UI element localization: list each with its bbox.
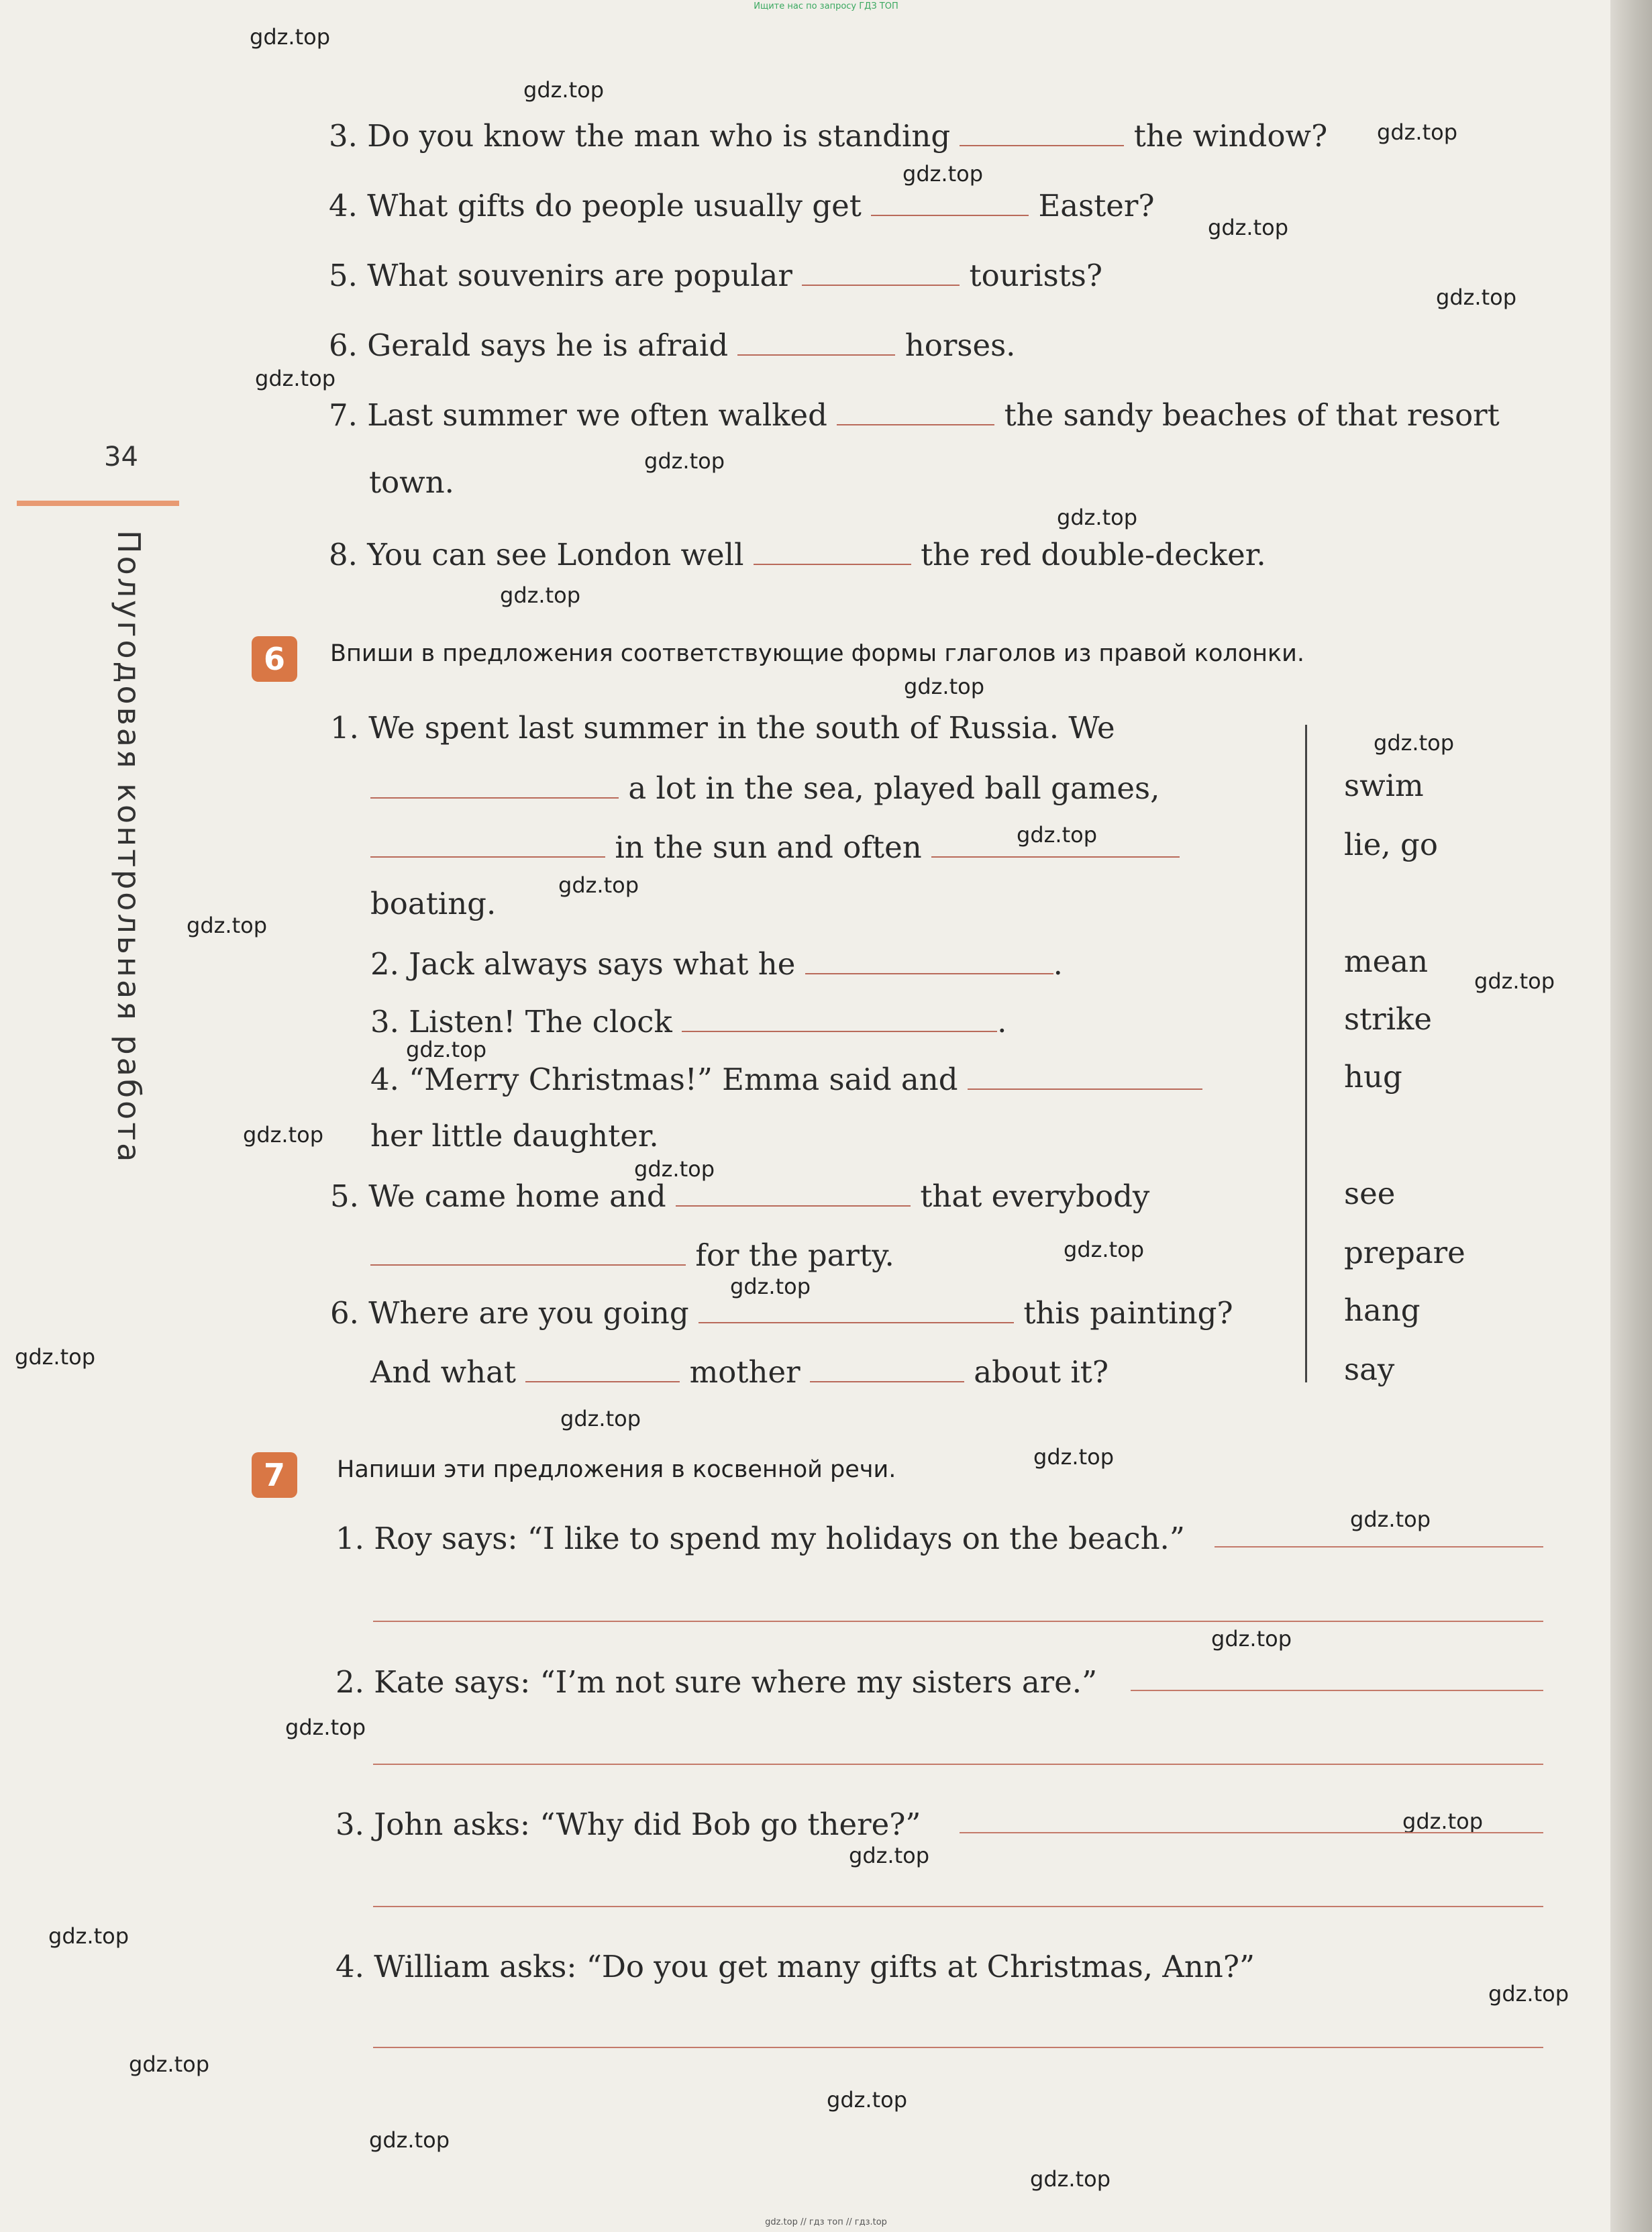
watermark: gdz.top (129, 2051, 210, 2077)
answer-line[interactable] (960, 1832, 1543, 1833)
watermark: gdz.top (406, 1037, 487, 1062)
watermark: gdz.top (1377, 119, 1458, 145)
answer-blank[interactable] (931, 827, 1180, 858)
answer-blank[interactable] (370, 1235, 686, 1266)
exercise-badge-6: 6 (252, 636, 297, 682)
exercise-line: in the sun and often (370, 827, 1180, 865)
watermark: gdz.top (285, 1715, 366, 1740)
list-item: 2. Kate says: “I’m not sure where my sisters are.” (335, 1664, 1098, 1700)
exercise-line: for the party. (370, 1235, 894, 1273)
verb-option: strike (1344, 1001, 1432, 1037)
watermark: gdz.top (904, 674, 985, 699)
watermark: gdz.top (560, 1406, 641, 1431)
page-number: 34 (104, 442, 138, 472)
column-divider (1305, 725, 1307, 1382)
exercise-line: And what mother about it? (370, 1352, 1108, 1390)
watermark: gdz.top (644, 448, 725, 474)
answer-blank[interactable] (370, 768, 619, 799)
answer-blank[interactable] (370, 827, 605, 858)
list-item: 1. Roy says: “I like to spend my holidays on the beach.” (335, 1521, 1185, 1556)
answer-line[interactable] (373, 1906, 1543, 1907)
watermark: gdz.top (1208, 215, 1289, 240)
watermark: gdz.top (1350, 1507, 1431, 1532)
watermark: gdz.top (369, 2127, 450, 2153)
watermark: gdz.top (187, 913, 268, 938)
answer-line[interactable] (1131, 1690, 1543, 1691)
list-item: 5. What souvenirs are popular tourists? (329, 255, 1102, 293)
watermark: gdz.top (15, 1344, 96, 1370)
answer-blank[interactable] (968, 1059, 1202, 1090)
watermark: gdz.top (1211, 1626, 1292, 1652)
exercise-badge-7: 7 (252, 1452, 297, 1498)
exercise-line: her little daughter. (370, 1118, 659, 1154)
answer-line[interactable] (373, 1764, 1543, 1765)
list-item: 6. Gerald says he is afraid horses. (329, 325, 1015, 363)
list-item: 3. Do you know the man who is standing the window? (329, 115, 1327, 154)
list-item: 3. John asks: “Why did Bob go there?” (335, 1807, 921, 1842)
watermark: gdz.top (255, 366, 336, 391)
verb-option: say (1344, 1352, 1395, 1387)
watermark: gdz.top (48, 1923, 130, 1949)
answer-blank[interactable] (682, 1001, 997, 1032)
exercise-line: 2. Jack always says what he . (370, 944, 1063, 982)
verb-option: hang (1344, 1292, 1421, 1328)
watermark: gdz.top (1033, 1444, 1115, 1470)
watermark: gdz.top (634, 1156, 715, 1182)
verb-option: lie, go (1344, 827, 1438, 862)
exercise-line: 5. We came home and that everybody (330, 1176, 1149, 1214)
exercise-line: a lot in the sea, played ball games, (370, 768, 1159, 806)
watermark: gdz.top (902, 161, 984, 187)
exercise-line: boating. (370, 886, 497, 921)
answer-line[interactable] (1215, 1546, 1543, 1548)
verb-option: mean (1344, 944, 1429, 979)
answer-blank[interactable] (699, 1292, 1014, 1323)
watermark: gdz.top (523, 77, 605, 103)
watermark: gdz.top (558, 872, 639, 898)
side-title: Полугодовая контрольная работа (111, 530, 147, 1165)
answer-blank[interactable] (805, 944, 1053, 974)
side-rule (17, 501, 179, 506)
answer-blank[interactable] (871, 185, 1029, 216)
page-edge-shadow (1610, 0, 1652, 2232)
list-item-continuation: town. (369, 464, 454, 500)
watermark: gdz.top (1064, 1237, 1145, 1262)
answer-blank[interactable] (737, 325, 895, 356)
verb-option: swim (1344, 768, 1424, 803)
answer-blank[interactable] (754, 534, 911, 565)
exercise-line: 3. Listen! The clock . (370, 1001, 1006, 1039)
answer-blank[interactable] (802, 255, 960, 286)
watermark: gdz.top (243, 1122, 324, 1148)
watermark: gdz.top (1030, 2166, 1111, 2192)
watermark: gdz.top (1374, 730, 1455, 756)
verb-option: see (1344, 1176, 1396, 1211)
header-note: Ищите нас по запросу ГДЗ ТОП (754, 1, 898, 11)
watermark: gdz.top (1488, 1981, 1569, 2007)
list-item: 4. William asks: “Do you get many gifts at Christmas, Ann?” (335, 1949, 1255, 1984)
exercise-line: 6. Where are you going this painting? (330, 1292, 1233, 1331)
watermark: gdz.top (730, 1274, 811, 1299)
watermark: gdz.top (1017, 822, 1098, 848)
watermark: gdz.top (500, 582, 581, 608)
answer-blank[interactable] (837, 395, 994, 425)
watermark: gdz.top (1474, 968, 1555, 994)
watermark: gdz.top (827, 2087, 908, 2113)
answer-blank[interactable] (525, 1352, 680, 1382)
watermark: gdz.top (250, 24, 331, 50)
list-item: 8. You can see London well the red double-decker. (329, 534, 1266, 572)
watermark: gdz.top (1436, 285, 1517, 310)
footer-note: gdz.top // гдз топ // гдз.top (765, 2217, 887, 2227)
exercise-instruction: Напиши эти предложения в косвенной речи. (337, 1456, 896, 1483)
answer-blank[interactable] (960, 115, 1124, 146)
watermark: gdz.top (849, 1843, 930, 1868)
exercise-instruction: Впиши в предложения соответствующие формы глаголов из правой колонки. (330, 640, 1305, 667)
watermark: gdz.top (1402, 1809, 1484, 1834)
watermark: gdz.top (1057, 505, 1138, 530)
answer-blank[interactable] (810, 1352, 964, 1382)
exercise-line: 4. “Merry Christmas!” Emma said and (370, 1059, 1202, 1097)
list-item: 4. What gifts do people usually get Easter? (329, 185, 1155, 223)
answer-blank[interactable] (676, 1176, 911, 1207)
verb-option: hug (1344, 1059, 1402, 1095)
answer-line[interactable] (373, 2047, 1543, 2048)
answer-line[interactable] (373, 1621, 1543, 1622)
verb-option: prepare (1344, 1235, 1465, 1270)
list-item: 7. Last summer we often walked the sandy beaches of that resort (329, 395, 1500, 433)
exercise-line: 1. We spent last summer in the south of Russia. We (330, 710, 1115, 746)
